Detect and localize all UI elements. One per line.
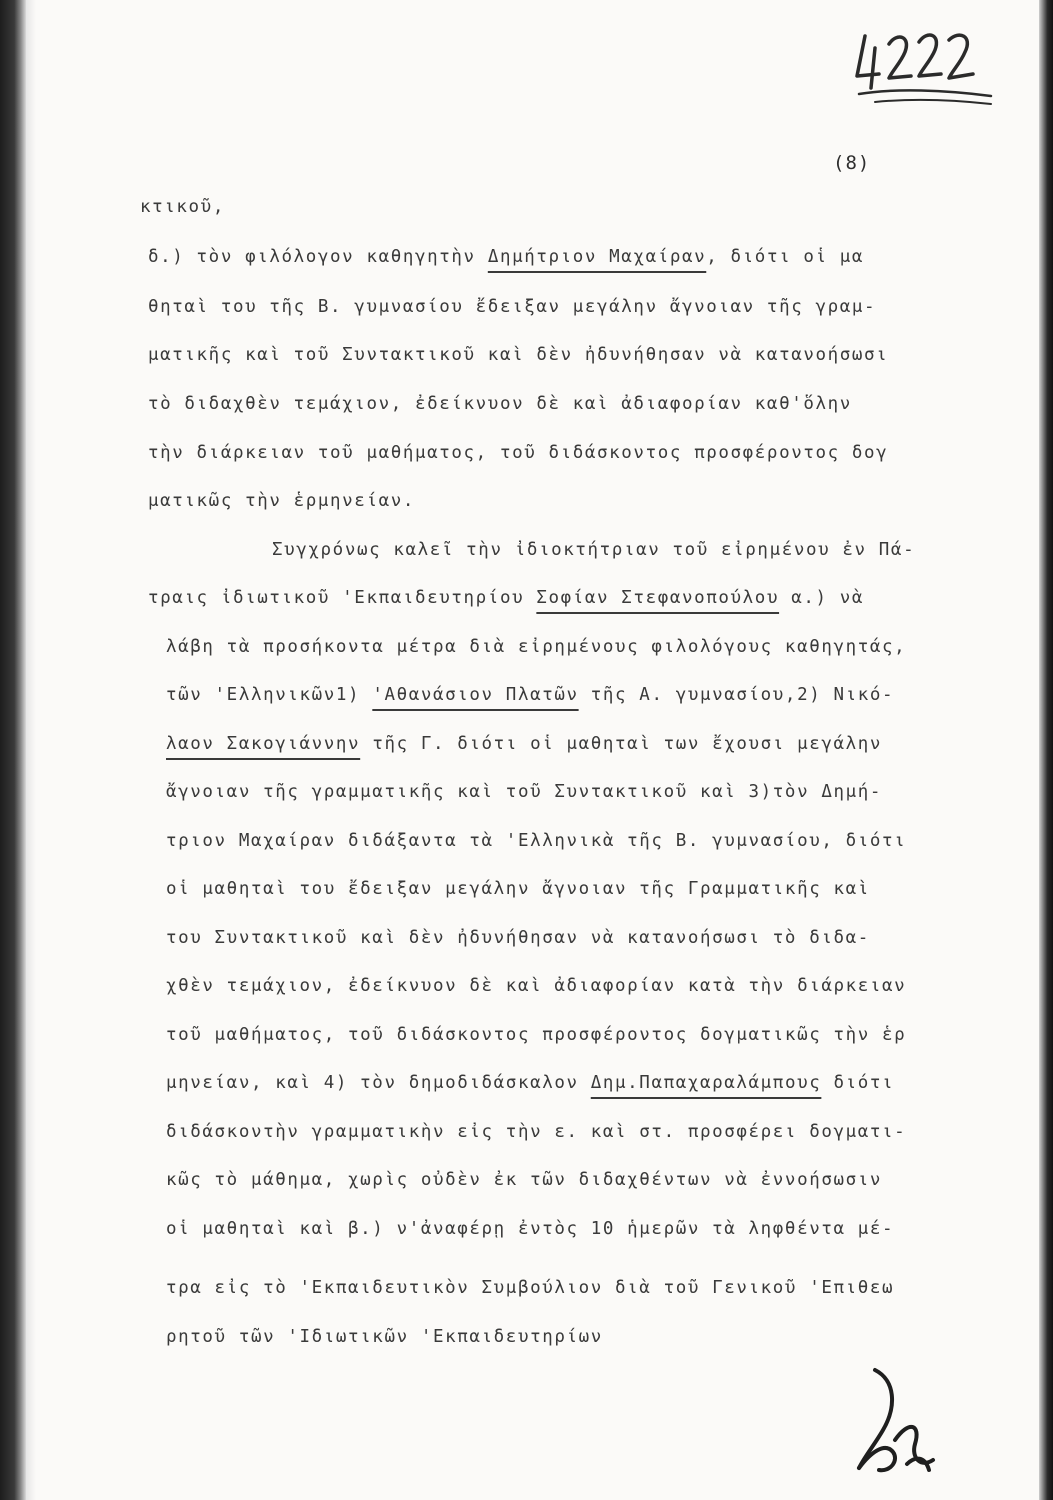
text-line xyxy=(140,195,225,219)
text-segment: ἄγνοιαν τῆς γραμματικῆς καὶ τοῦ Συντακτικοῦ καὶ 3)τὸν Δημή- xyxy=(166,782,883,802)
text-segment: ρητοῦ τῶν 'Ιδιωτικῶν 'Εκπαιδευτηρίων xyxy=(166,1327,603,1347)
text-line xyxy=(148,245,864,269)
page-number: (8) xyxy=(833,152,871,174)
text-segment: τὴν διάρκειαν τοῦ μαθήματος, τοῦ διδάσκοντος προσφέροντος δογ xyxy=(148,443,889,463)
underlined-name: Σοφίαν Στεφανοπούλου xyxy=(536,588,780,608)
underlined-name: λαον Σακογιάννην xyxy=(166,734,361,754)
text-line xyxy=(148,489,415,513)
text-line xyxy=(166,1325,603,1349)
text-segment: , διότι οἱ μα xyxy=(706,247,865,267)
binding-edge xyxy=(26,0,36,1500)
text-segment: τριον Μαχαίραν διδάξαντα τὰ 'Ελληνικὰ τῆς Β. γυμνασίου, διότι xyxy=(166,831,907,851)
text-segment: διότι xyxy=(821,1073,895,1093)
text-line xyxy=(166,1023,906,1047)
text-segment: τραις ἰδιωτικοῦ 'Εκπαιδευτηρίου xyxy=(148,588,537,608)
text-line xyxy=(148,343,888,367)
text-line xyxy=(166,1217,894,1241)
text-segment: τρα εἰς τὸ 'Εκπαιδευτικὸν Συμβούλιον διὰ τοῦ Γενικοῦ 'Επιθεω xyxy=(166,1278,895,1298)
text-segment: Συγχρόνως καλεῖ τὴν ἰδιοκτήτριαν τοῦ εἰρημένου ἐν Πά- xyxy=(272,540,916,560)
text-line xyxy=(166,1168,882,1192)
handwritten-initials xyxy=(835,1360,945,1480)
text-line xyxy=(166,1120,906,1144)
text-segment: τῆς Γ. διότι οἱ μαθηταὶ των ἔχουσι μεγάλην xyxy=(360,734,883,754)
text-line xyxy=(166,1071,894,1095)
text-segment: θηταὶ του τῆς Β. γυμνασίου ἔδειξαν μεγάλην ἄγνοιαν τῆς γραμ- xyxy=(148,297,877,317)
underlined-name: 'Αθανάσιον Πλατῶν xyxy=(372,685,579,705)
text-segment: α.) νὰ xyxy=(779,588,865,608)
handwritten-folio-number xyxy=(845,18,995,108)
text-segment: χθὲν τεμάχιον, ἐδείκνυον δὲ καὶ ἀδιαφορίαν κατὰ τὴν διάρκειαν xyxy=(166,976,907,996)
text-line xyxy=(148,392,852,416)
text-segment: τῶν 'Ελληνικῶν1) xyxy=(166,685,373,705)
text-segment: του Συντακτικοῦ καὶ δὲν ἠδυνήθησαν νὰ κατανοήσωσι τὸ διδα- xyxy=(166,928,870,948)
text-line xyxy=(166,974,906,998)
page-edge-shadow xyxy=(1039,0,1053,1500)
text-line xyxy=(166,780,882,804)
text-segment: κτικοῦ, xyxy=(140,197,225,217)
text-segment: μηνείαν, καὶ 4) τὸν δημοδιδάσκαλον xyxy=(166,1073,591,1093)
underlined-name: Δημ.Παπαχαραλάμπους xyxy=(590,1073,822,1093)
text-line xyxy=(166,732,882,756)
text-line xyxy=(272,538,915,562)
text-segment: τῆς Α. γυμνασίου,2) Νικό- xyxy=(578,685,895,705)
text-line xyxy=(148,441,888,465)
text-segment: διδάσκοντὴν γραμματικὴν εἰς τὴν ε. καὶ στ. προσφέρει δογματι- xyxy=(166,1122,907,1142)
underlined-name: Δημήτριον Μαχαίραν xyxy=(487,247,707,267)
text-segment: τοῦ μαθήματος, τοῦ διδάσκοντος προσφέροντος δογματικῶς τὴν ἑρ xyxy=(166,1025,907,1045)
text-line xyxy=(166,683,894,707)
text-line xyxy=(148,295,876,319)
text-segment: λάβη τὰ προσήκοντα μέτρα διὰ εἰρημένους φιλολόγους καθηγητάς, xyxy=(166,637,907,657)
text-line xyxy=(166,1276,894,1300)
text-segment: ματικῆς καὶ τοῦ Συντακτικοῦ καὶ δὲν ἠδυνήθησαν νὰ κατανοήσωσι xyxy=(148,345,889,365)
text-line xyxy=(166,829,906,853)
text-line xyxy=(166,635,906,659)
text-line xyxy=(166,877,870,901)
text-segment: κῶς τὸ μάθημα, χωρὶς οὐδὲν ἐκ τῶν διδαχθέντων νὰ ἐννοήσωσιν xyxy=(166,1170,883,1190)
text-line xyxy=(148,586,864,610)
text-segment: ματικῶς τὴν ἑρμηνείαν. xyxy=(148,491,415,511)
binding-shadow xyxy=(0,0,26,1500)
text-segment: οἱ μαθηταὶ του ἔδειξαν μεγάλην ἄγνοιαν τῆς Γραμματικῆς καὶ xyxy=(166,879,870,899)
text-line xyxy=(166,926,870,950)
text-segment: τὸ διδαχθὲν τεμάχιον, ἐδείκνυον δὲ καὶ ἀδιαφορίαν καθ'ὅλην xyxy=(148,394,852,414)
text-segment: οἱ μαθηταὶ καὶ β.) ν'ἀναφέρῃ ἐντὸς 10 ἡμερῶν τὰ ληφθέντα μέ- xyxy=(166,1219,895,1239)
text-segment: δ.) τὸν φιλόλογον καθηγητὴν xyxy=(148,247,488,267)
